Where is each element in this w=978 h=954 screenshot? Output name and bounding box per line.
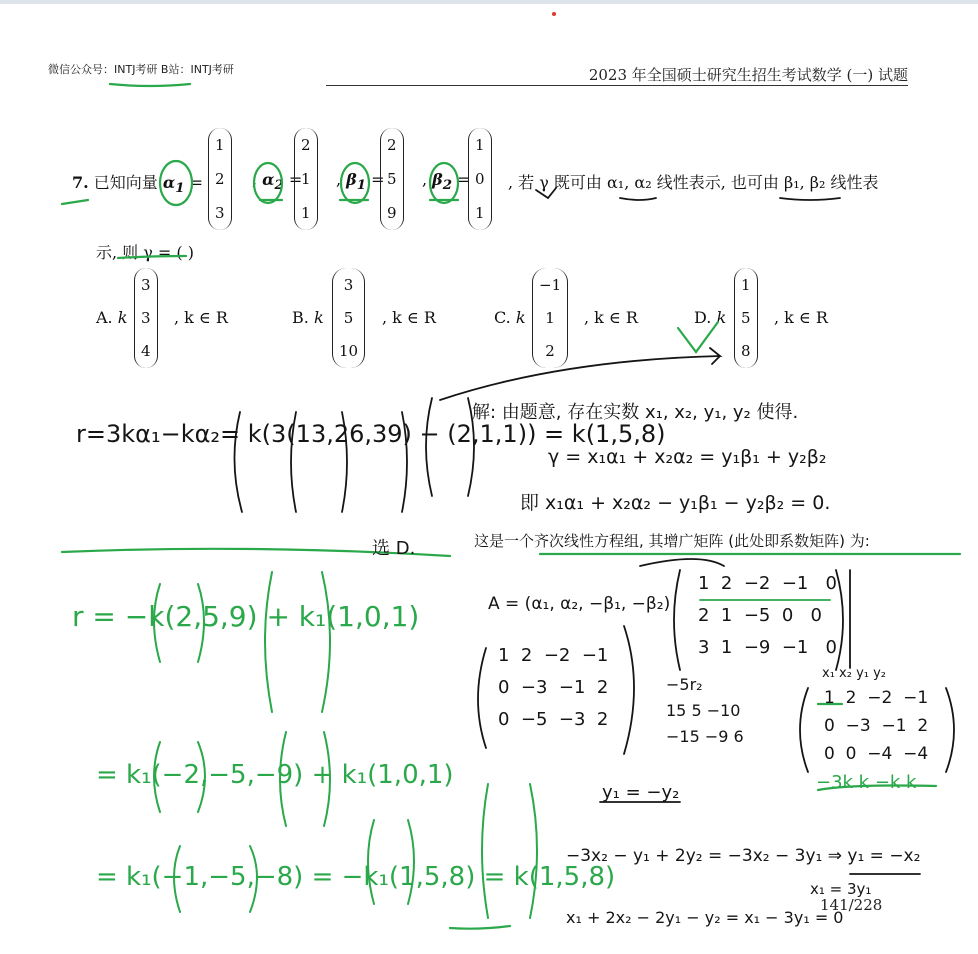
green-mark-7 bbox=[62, 200, 88, 204]
option-c-vector: −1 1 2 bbox=[532, 268, 568, 368]
aug-row-3: 3 1 −9 −1 0 bbox=[698, 637, 837, 658]
option-a-suffix: , k ∈ R bbox=[174, 308, 228, 327]
green-underline-header bbox=[110, 84, 190, 86]
green-circle-beta2 bbox=[430, 163, 458, 203]
hw-x-rel: x₁ = 3y₁ bbox=[810, 880, 872, 898]
hw-augmented-matrix bbox=[698, 568, 837, 664]
option-b-label[interactable]: B. k bbox=[292, 308, 324, 327]
vector-beta1: 2 5 9 bbox=[380, 128, 404, 230]
hw-solution-title: 解: 由题意, 存在实数 x₁, x₂, y₁, y₂ 使得. bbox=[472, 402, 799, 423]
aug-row-1: 1 2 −2 −1 0 bbox=[698, 573, 837, 594]
hw-reduced-matrix-2: 1 2 −2 −1 0 −3 −1 2 0 0 −4 −4 bbox=[824, 688, 929, 764]
hw-A-def: A = (α₁, α₂, −β₁, −β₂) bbox=[488, 594, 671, 614]
hw-green-line2: = k₁(−2,−5,−9) + k₁(1,0,1) bbox=[96, 760, 454, 790]
question-tail: , 若 γ 既可由 α₁, α₂ 线性表示, 也可由 β₁, β₂ 线性表 bbox=[508, 173, 879, 192]
vector-beta2: 1 0 1 bbox=[468, 128, 492, 230]
hw-eq-bottom2: x₁ + 2x₂ − 2y₁ − y₂ = x₁ − 3y₁ = 0 bbox=[566, 908, 844, 927]
hw-green-r: r = −k(2,5,9) + k₁(1,0,1) bbox=[72, 600, 420, 633]
green-circle-alpha2 bbox=[254, 163, 282, 203]
option-a-label[interactable]: A. k bbox=[96, 308, 128, 327]
hw-green-line3: = k₁(−1,−5,−8) = −k₁(1,5,8) = k(1,5,8) bbox=[96, 862, 616, 892]
hw-eq-ji: 即 x₁α₁ + x₂α₂ − y₁β₁ − y₂β₂ = 0. bbox=[520, 492, 831, 514]
option-b-vector: 3 5 10 bbox=[332, 268, 365, 368]
hw-y-rel: y₁ = −y₂ bbox=[602, 782, 680, 803]
option-c-suffix: , k ∈ R bbox=[584, 308, 638, 327]
option-d-label[interactable]: D. k bbox=[694, 308, 727, 327]
option-d-vector: 1 5 8 bbox=[734, 268, 758, 368]
hw-side-calc: −5r₂ 15 5 −10 −15 −9 6 bbox=[666, 675, 744, 746]
vector-alpha2: 2 1 1 bbox=[294, 128, 318, 230]
option-a-vector: 3 3 4 bbox=[134, 268, 158, 368]
hw-homog-note: 这是一个齐次线性方程组, 其增广矩阵 (此处即系数矩阵) 为: bbox=[474, 532, 870, 550]
page-number: 141/228 bbox=[820, 896, 883, 914]
option-d-suffix: , k ∈ R bbox=[774, 308, 828, 327]
hw-kvals: −3k k −k k bbox=[816, 772, 917, 793]
header-title: 2023 年全国硕士研究生招生考试数学 (一) 试题 bbox=[588, 66, 908, 84]
hw-choose-d: 选 D. bbox=[372, 538, 416, 559]
aug-row-2: 2 1 −5 0 0 bbox=[698, 605, 822, 626]
green-circle-alpha1 bbox=[160, 161, 192, 205]
question-number: 7. 已知向量 $\alpha_1$ = bbox=[72, 173, 203, 197]
green-circle-beta1 bbox=[341, 163, 369, 203]
label-beta2: , $\beta_2$ = bbox=[422, 170, 471, 194]
question-line2: 示, 则 γ = ( ) bbox=[96, 243, 194, 262]
label-alpha2: , $\alpha_2$ = bbox=[252, 170, 303, 194]
label-beta1: , $\beta_1$ = bbox=[336, 170, 385, 194]
hw-black-eq1: r=3kα₁−kα₂= k(3(13,26,39) − (2,1,1)) = k(1,5,8) bbox=[76, 420, 666, 448]
hw-reduced-matrix-1: 1 2 −2 −1 0 −3 −1 2 0 −5 −3 2 bbox=[498, 645, 609, 730]
green-check-d bbox=[678, 322, 718, 352]
hw-eq-gamma: γ = x₁α₁ + x₂α₂ = y₁β₁ + y₂β₂ bbox=[548, 446, 827, 468]
hw-eq-bottom1: −3x₂ − y₁ + 2y₂ = −3x₂ − 3y₁ ⇒ y₁ = −x₂ bbox=[566, 846, 921, 866]
vector-alpha1: 1 2 3 bbox=[208, 128, 232, 230]
option-c-label[interactable]: C. k bbox=[494, 308, 526, 327]
option-b-suffix: , k ∈ R bbox=[382, 308, 436, 327]
hw-var-header: x₁ x₂ y₁ y₂ bbox=[822, 666, 887, 681]
arrow-to-d bbox=[440, 348, 720, 400]
header-left: 微信公众号：INTJ考研 B站：INTJ考研 bbox=[48, 63, 234, 76]
